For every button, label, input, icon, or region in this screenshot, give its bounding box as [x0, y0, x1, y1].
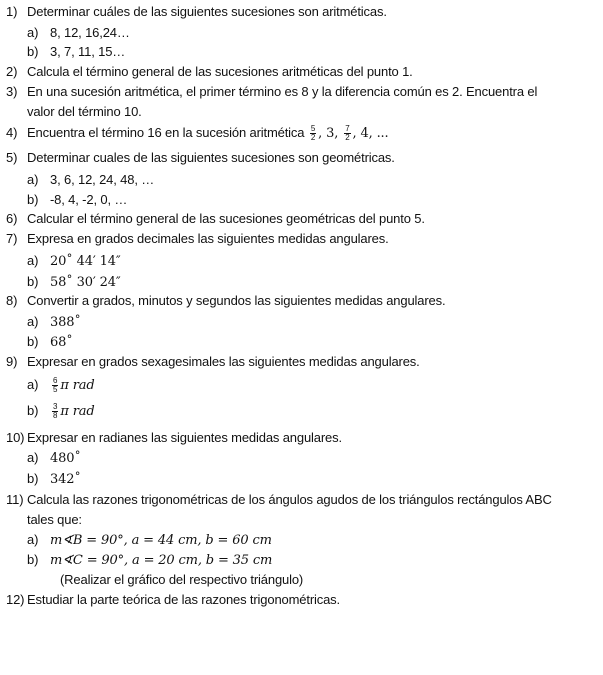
numerator: 3	[53, 402, 58, 412]
sub-item	[0, 403, 603, 421]
question-item	[0, 4, 603, 22]
fraction	[52, 403, 58, 420]
question-item	[0, 84, 603, 102]
item-number: 3)	[6, 84, 18, 99]
sub-item	[0, 450, 603, 468]
text: 3, 7, 11, 15…	[50, 44, 126, 59]
item-number: 4)	[6, 125, 18, 140]
math-expression: m∢C = 90°, a = 20 cm, b = 35 cm	[50, 553, 273, 568]
math-expression: 342˚	[50, 472, 81, 487]
text: Calcula el término general de las sucesiones aritméticas del punto 1.	[27, 64, 413, 79]
item-text	[27, 150, 395, 166]
item-number: a)	[27, 450, 39, 465]
text: Encuentra el término 16 en la sucesión aritmética	[27, 125, 308, 140]
item-text	[27, 293, 445, 309]
sub-item	[0, 25, 603, 43]
text: Expresa en grados decimales las siguientes medidas angulares.	[27, 231, 389, 246]
item-text	[27, 430, 342, 446]
item-text	[50, 377, 95, 394]
question-item	[0, 354, 603, 372]
item-text	[50, 403, 95, 420]
item-number: 2)	[6, 64, 18, 79]
text: valor del término 10.	[27, 104, 142, 119]
item-text	[27, 104, 142, 120]
item-number: 12)	[6, 592, 25, 607]
denominator: 2	[310, 133, 316, 143]
numerator: 5	[310, 124, 316, 134]
item-number: b)	[27, 44, 39, 59]
sub-item	[0, 471, 603, 489]
fraction	[344, 125, 350, 142]
numerator: 6	[53, 376, 58, 386]
item-text	[50, 253, 121, 270]
item-text	[27, 492, 552, 508]
math-expression: m∢B = 90°, a = 44 cm, b = 60 cm	[50, 533, 272, 548]
text: 3, 6, 12, 24, 48, …	[50, 172, 155, 187]
denominator: 8	[53, 411, 58, 421]
numerator: 7	[345, 124, 350, 134]
fraction	[52, 377, 58, 394]
math-expression: π rad	[60, 378, 95, 393]
question-item	[0, 64, 603, 82]
item-text	[50, 450, 81, 467]
question-item	[0, 430, 603, 448]
sub-item	[0, 377, 603, 395]
fraction	[310, 125, 316, 142]
item-text	[27, 4, 387, 20]
denominator: 2	[345, 133, 350, 143]
text: Expresar en radianes las siguientes medidas angulares.	[27, 430, 342, 445]
question-item	[0, 125, 603, 143]
item-text	[50, 172, 154, 188]
question-item	[0, 293, 603, 311]
sub-item	[0, 334, 603, 352]
text: tales que:	[27, 512, 82, 527]
text: Calcula las razones trigonométricas de los ángulos agudos de los triángulos rectángulos ABC	[27, 492, 552, 507]
question-item	[0, 211, 603, 229]
question-item	[0, 150, 603, 168]
item-number: 11)	[6, 492, 24, 507]
item-text	[27, 592, 340, 608]
text: Expresar en grados sexagesimales las siguientes medidas angulares.	[27, 354, 420, 369]
sub-item	[0, 192, 603, 210]
item-text	[50, 552, 272, 569]
question-item	[0, 492, 603, 510]
text: Calcular el término general de las sucesiones geométricas del punto 5.	[27, 211, 425, 226]
text: Estudiar la parte teórica de las razones trigonométricas.	[27, 592, 340, 607]
math-expression: 58˚ 30′ 24″	[50, 275, 121, 290]
text: Determinar cuales de las siguientes sucesiones son geométricas.	[27, 150, 395, 165]
item-number: a)	[27, 253, 39, 268]
item-text	[27, 354, 420, 370]
sub-item	[0, 314, 603, 332]
item-text	[50, 192, 127, 208]
continuation-line	[0, 512, 603, 530]
question-item	[0, 592, 603, 610]
item-number: a)	[27, 377, 39, 392]
item-text	[50, 274, 121, 291]
item-text	[50, 334, 73, 351]
item-number: a)	[27, 25, 39, 40]
denominator: 5	[53, 385, 58, 395]
math-expression: 388˚	[50, 315, 81, 330]
item-text	[50, 314, 81, 331]
item-text	[50, 44, 125, 60]
item-text	[27, 211, 425, 227]
item-number: 7)	[6, 231, 18, 246]
item-number: 8)	[6, 293, 18, 308]
math-expression: 20˚ 44′ 14″	[50, 254, 121, 269]
item-number: b)	[27, 192, 39, 207]
math-expression: 68˚	[50, 335, 73, 350]
item-text	[60, 572, 303, 588]
item-number: 6)	[6, 211, 18, 226]
math-expression: , 4, ...	[352, 126, 389, 141]
text: Convertir a grados, minutos y segundos las siguientes medidas angulares.	[27, 293, 446, 308]
item-text	[27, 125, 389, 142]
sub-item	[0, 532, 603, 550]
item-text	[27, 512, 82, 528]
item-number: b)	[27, 334, 39, 349]
sub-item	[0, 274, 603, 292]
item-text	[27, 64, 413, 80]
math-expression: 480˚	[50, 451, 81, 466]
question-item	[0, 231, 603, 249]
sub-item	[0, 44, 603, 62]
item-number: 5)	[6, 150, 18, 165]
math-expression: , 3,	[318, 126, 343, 141]
item-text	[27, 84, 537, 100]
item-number: b)	[27, 552, 39, 567]
text: En una sucesión aritmética, el primer término es 8 y la diferencia común es 2. Encuentra el	[27, 84, 538, 99]
text: Determinar cuáles de las siguientes sucesiones son aritméticas.	[27, 4, 387, 19]
text: (Realizar el gráfico del respectivo triángulo)	[60, 572, 304, 587]
item-text	[50, 471, 81, 488]
item-text	[27, 231, 389, 247]
sub-item	[0, 552, 603, 570]
item-number: b)	[27, 403, 39, 418]
sub-item	[0, 253, 603, 271]
item-text	[50, 25, 130, 41]
sub-item	[0, 172, 603, 190]
item-number: 10)	[6, 430, 25, 445]
item-number: 9)	[6, 354, 18, 369]
item-number: a)	[27, 172, 39, 187]
continuation-line	[0, 104, 603, 122]
item-number: 1)	[6, 4, 18, 19]
item-text	[50, 532, 272, 549]
text: 8, 12, 16,24…	[50, 25, 130, 40]
item-number: b)	[27, 274, 39, 289]
math-expression: π rad	[60, 404, 95, 419]
item-number: a)	[27, 314, 39, 329]
continuation-line	[0, 572, 603, 590]
item-number: b)	[27, 471, 39, 486]
item-number: a)	[27, 532, 39, 547]
text: -8, 4, -2, 0, …	[50, 192, 128, 207]
